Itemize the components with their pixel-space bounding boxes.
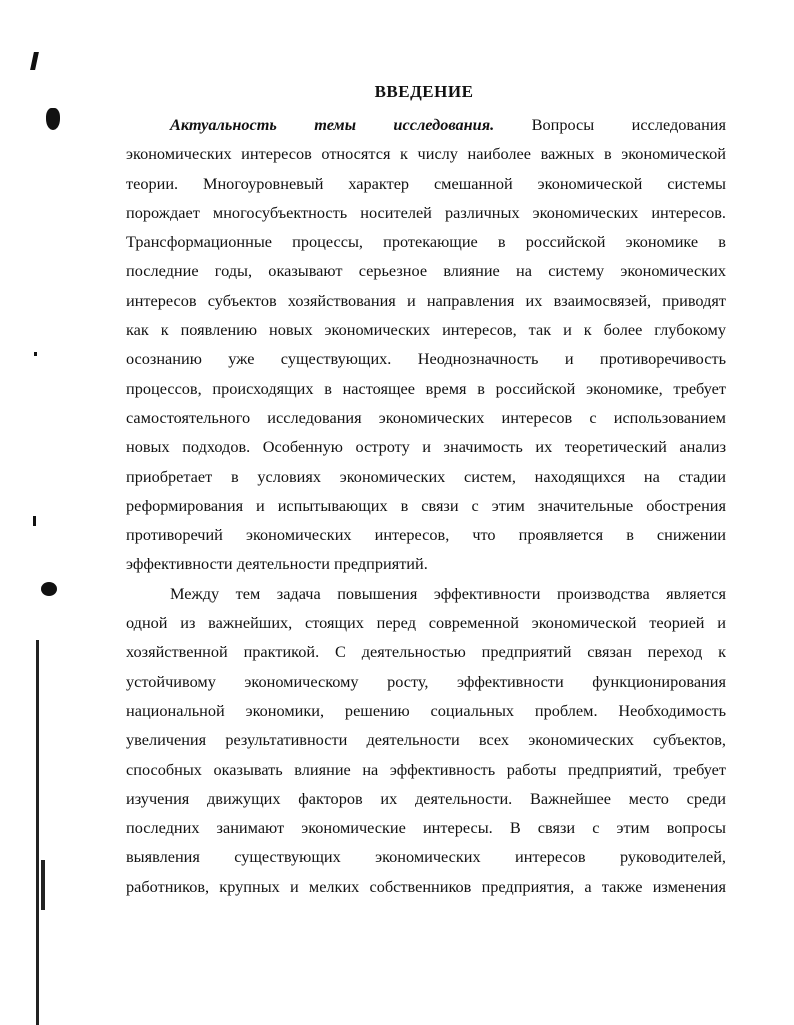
- paragraph-line: устойчивому экономическому росту, эффективности функционирования: [126, 671, 726, 691]
- scan-mark: [30, 52, 39, 70]
- paragraph-line: Трансформационные процессы, протекающие в российской экономике в: [126, 232, 726, 252]
- paragraph-line: самостоятельного исследования экономических интересов с использованием: [126, 407, 726, 427]
- paragraph-line: как к появлению новых экономических интересов, так и к более глубокому: [126, 320, 726, 340]
- page-title: ВВЕДЕНИЕ: [374, 82, 474, 101]
- scan-edge: [36, 640, 39, 1025]
- paragraph-line: Между тем задача повышения эффективности производства является: [170, 583, 726, 603]
- paragraph-line: экономических интересов относятся к числу наиболее важных в экономической: [126, 144, 726, 164]
- paragraph-line: последние годы, оказывают серьезное влияние на систему экономических: [126, 261, 726, 281]
- paragraph-line: теории. Многоуровневый характер смешанной экономической системы: [126, 173, 726, 193]
- paragraph-line: процессов, происходящих в настоящее время в российской экономике, требует: [126, 378, 726, 398]
- paragraph-line: выявления существующих экономических интересов руководителей,: [126, 847, 726, 867]
- scan-mark: [34, 352, 37, 356]
- paragraph-line: одной из важнейших, стоящих перед современной экономической теорией и: [126, 613, 726, 633]
- paragraph-line: осознанию уже существующих. Неоднозначность и противоречивость: [126, 349, 726, 369]
- paragraph-line: работников, крупных и мелких собственников предприятия, а также изменения: [126, 876, 726, 896]
- body-text: [126, 110, 726, 901]
- paragraph-line: порождает многосубъектность носителей различных экономических интересов.: [126, 202, 726, 222]
- paragraph-line: Актуальность темы исследования. Вопросы исследования: [170, 115, 726, 134]
- paragraph-line: противоречий экономических интересов, что проявляется в снижении: [126, 525, 726, 545]
- paragraph-line: приобретает в условиях экономических систем, находящихся на стадии: [126, 466, 726, 486]
- paragraph-line: национальной экономики, решению социальных проблем. Необходимость: [126, 700, 726, 720]
- paragraph-line: изучения движущих факторов их деятельности. Важнейшее место среди: [126, 788, 726, 808]
- paragraph-line: последних занимают экономические интересы. В связи с этим вопросы: [126, 818, 726, 838]
- paragraph-line: интересов субъектов хозяйствования и направления их взаимосвязей, приводят: [126, 290, 726, 310]
- lead-phrase: Актуальность темы исследования.: [170, 115, 495, 134]
- paragraph-line: реформирования и испытывающих в связи с этим значительные обострения: [126, 495, 726, 515]
- scan-mark: [41, 582, 57, 596]
- paragraph-line: эффективности деятельности предприятий.: [126, 554, 428, 574]
- scan-edge: [41, 860, 45, 910]
- paragraph-line: хозяйственной практикой. С деятельностью предприятий связан переход к: [126, 642, 726, 662]
- scan-mark: [33, 516, 36, 526]
- paragraph-line: способных оказывать влияние на эффективность работы предприятий, требует: [126, 759, 726, 779]
- paragraph-line: увеличения результативности деятельности всех экономических субъектов,: [126, 730, 726, 750]
- scan-mark: [46, 108, 60, 130]
- paragraph-line: новых подходов. Особенную остроту и значимость их теоретический анализ: [126, 437, 726, 457]
